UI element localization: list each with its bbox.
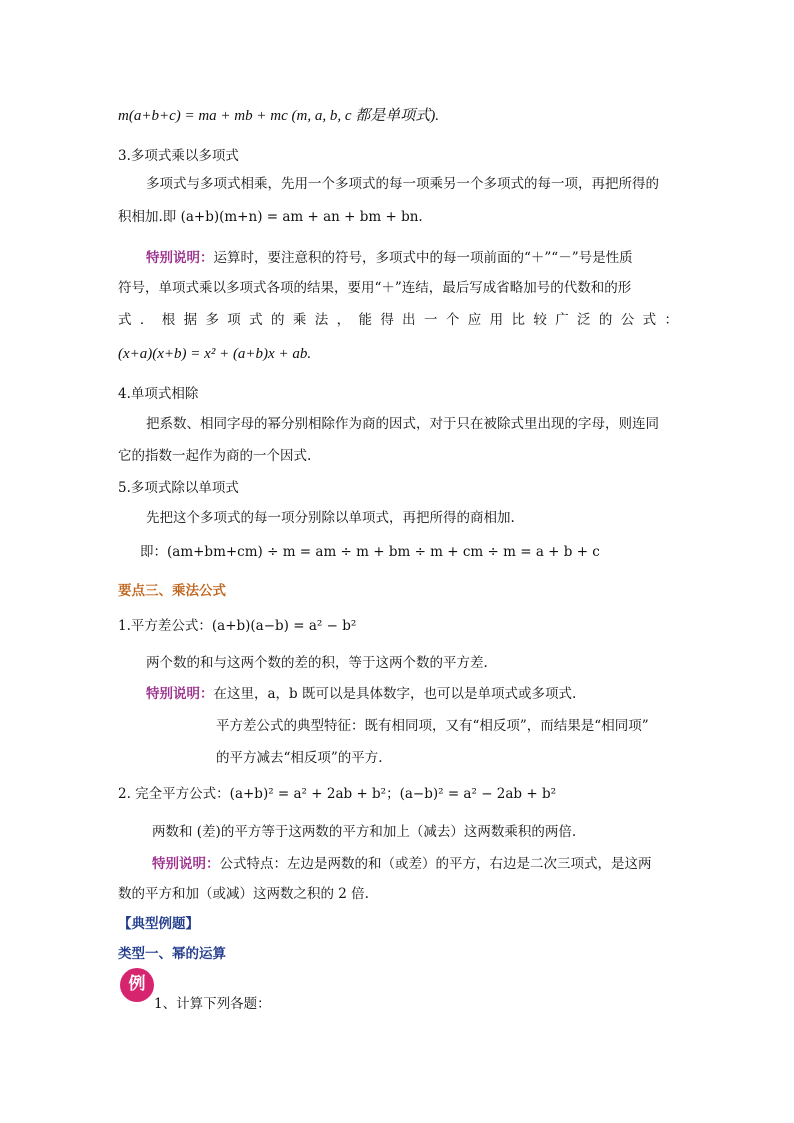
para-mono-div-2: 它的指数一起作为商的一个因式. (118, 448, 312, 464)
example-badge-icon: 例 (120, 968, 154, 1002)
formula-poly-div: 即：(am+bm+cm) ÷ m = am ÷ m + bm ÷ m + cm ÷ m = a + b + c (140, 544, 600, 560)
heading-poly-div-mono: 5.多项式除以单项式 (118, 480, 239, 496)
special-note-2 (146, 684, 576, 704)
special-note-text: 在这里，a，b 既可以是具体数字，也可以是单项式或多项式. (213, 686, 577, 702)
special-note-label: 特别说明： (152, 856, 220, 872)
para-poly-div-1: 先把这个多项式的每一项分别除以单项式，再把所得的商相加. (146, 510, 515, 526)
special-note-3-line2: 数的平方和加（或减）这两数之积的 2 倍. (118, 886, 369, 902)
special-note-text: 公式特点：左边是两数的和（或差）的平方，右边是二次三项式，是这两 (219, 856, 652, 872)
para-poly-times-poly-1: 多项式与多项式相乘，先用一个多项式的每一项乘另一个多项式的每一项，再把所得的 (146, 176, 659, 192)
special-note-3 (152, 854, 652, 874)
example-1-prompt: 1、计算下列各题： (154, 996, 271, 1012)
special-note-label: 特别说明： (146, 250, 214, 266)
special-note-label: 特别说明： (146, 686, 214, 702)
para-poly-times-poly-2: 积相加.即 (a+b)(m+n) = am + an + bm + bn. (118, 209, 423, 225)
formula-distributive: m(a+b+c) = ma + mb + mc (m, a, b, c 都是单项式). (118, 108, 439, 124)
formula-x-plus-a-x-plus-b: (x+a)(x+b) = x² + (a+b)x + ab. (118, 346, 312, 362)
para-perfect-square: 两数和 (差)的平方等于这两数的平方和加上（减去）这两数乘积的两倍. (152, 824, 577, 840)
typical-examples-heading: 【典型例题】 (118, 916, 199, 932)
special-note-1 (146, 248, 633, 268)
special-note-2-line2: 平方差公式的典型特征：既有相同项，又有“相反项”，而结果是“相同项” (216, 718, 649, 734)
special-note-text: 运算时，要注意积的符号，多项式中的每一项前面的“＋”“－”号是性质 (213, 250, 633, 266)
keypoint-multiplication-formula: 要点三、乘法公式 (118, 583, 226, 599)
special-note-2-line3: 的平方减去“相反项”的平方. (216, 750, 383, 766)
type-one-heading: 类型一、幂的运算 (118, 946, 226, 962)
heading-mono-div-mono: 4.单项式相除 (118, 386, 199, 402)
formula-difference-of-squares: 1.平方差公式：(a+b)(a−b) = a² − b² (118, 618, 357, 634)
para-mono-div-1: 把系数、相同字母的幂分别相除作为商的因式，对于只在被除式里出现的字母，则连同 (146, 416, 659, 432)
special-note-1-line3: 式．根据多项式的乘法，能得出一个应用比较广泛的公式： (118, 312, 678, 328)
special-note-1-line2: 符号，单项式乘以多项式各项的结果，要用“＋”连结，最后写成省略加号的代数和的形 (118, 280, 632, 296)
heading-poly-times-poly: 3.多项式乘以多项式 (118, 148, 239, 164)
formula-perfect-square: 2. 完全平方公式：(a+b)² = a² + 2ab + b²；(a−b)² = a² − 2ab + b² (118, 786, 557, 802)
para-difference-of-squares: 两个数的和与这两个数的差的积，等于这两个数的平方差. (146, 655, 488, 671)
